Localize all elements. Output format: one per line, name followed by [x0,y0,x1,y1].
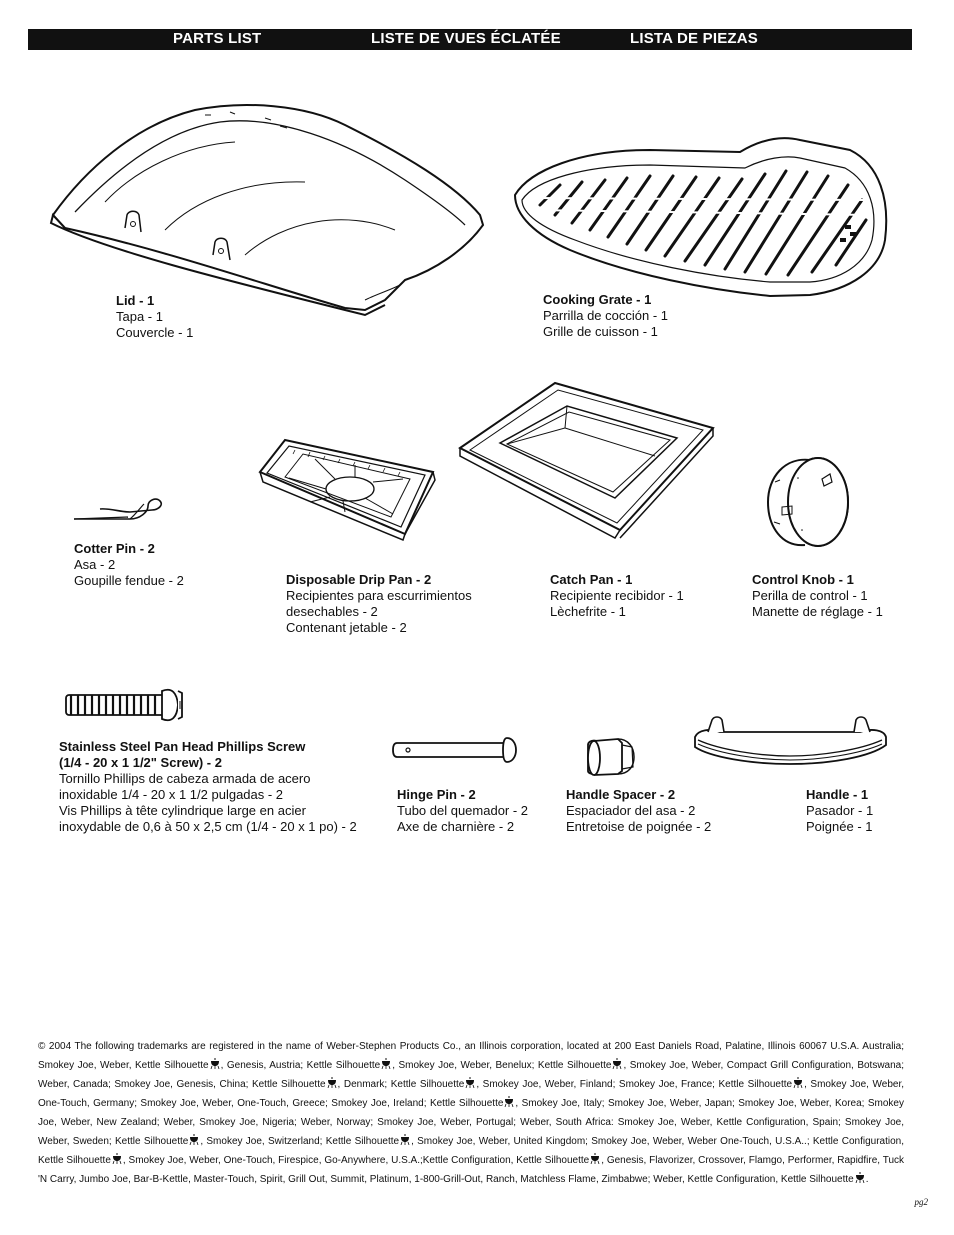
footer-segment: , Smokey Joe, Weber, United Kingdom; Smokey Joe, Weber, Weber One-Touch, U.S.A..; Kettle Configuration, Kettle Silhouette [38,1136,904,1166]
lid-label: Lid - 1 Tapa - 1 Couvercle - 1 [116,293,194,340]
kettle-silhouette-icon [465,1076,475,1087]
handle-illustration [690,712,890,772]
kettle-silhouette-icon [112,1152,122,1163]
cooking-grate-illustration [510,110,895,310]
handle-label: Handle - 1 Pasador - 1 Poignée - 1 [806,787,874,834]
footer-segment: , Smokey Joe, Switzerland; Kettle Silhouette [200,1136,400,1147]
drip-pan-illustration [255,432,440,542]
lid-illustration [45,100,495,330]
kettle-silhouette-icon [381,1057,391,1068]
hinge-pin-label: Hinge Pin - 2 Tubo del quemador - 2 Axe de charnière - 2 [397,787,529,834]
cooking-grate-label: Cooking Grate - 1 Parrilla de cocción - 1 Grille de cuisson - 1 [543,292,668,339]
footer-segment: , Genesis, Austria; Kettle Silhouette [220,1060,381,1071]
screw-label: Stainless Steel Pan Head Phillips Screw (1/4 - 20 x 1 1/2" Screw) - 2 Tornillo Phillips de cabeza armada de acero inoxidable 1/4 - 20 x 1 1/2 pulgadas - 2 Vis Phillips à tête cylindrique large en acier inoxydable de 0,6 à 50 x 2,5 cm (1/4 - 20 x 1 po) - 2 [59,739,357,834]
footer-segment: . [865,1174,869,1185]
kettle-silhouette-icon [612,1057,622,1068]
footer-segment: © 2004 The following trademarks are registered in the name of Weber-Stephen Products Co., an Illinois corporation, located at 200 East Daniels Road, Palatine, Illinois 60067 U.S.A. Australia; Smokey Joe, Weber, Kettle Silhouette [38,1041,904,1071]
footer-segment: , Smokey Joe, Weber, One-Touch, Germany; Smokey Joe, Weber, One-Touch, Greece; Smokey Joe, Ireland; Kettle Silhouette [38,1079,905,1109]
footer-segment: , Smokey Joe, Weber, One-Touch, Firespice, Go-Anywhere, U.S.A.;Kettle Configuration, Kettle Silhouette [122,1155,590,1166]
kettle-silhouette-icon [504,1095,514,1106]
kettle-silhouette-icon [855,1171,865,1182]
cotter-pin-illustration [70,492,170,527]
kettle-silhouette-icon [590,1152,600,1163]
footer-segment: , Smokey Joe, Weber, Finland; Smokey Joe, France; Kettle Silhouette [476,1079,793,1090]
screw-illustration [62,683,187,728]
control-knob-label: Control Knob - 1 Perilla de control - 1 Manette de réglage - 1 [752,572,883,619]
catch-pan-label: Catch Pan - 1 Recipiente recibidor - 1 Lèchefrite - 1 [550,572,684,619]
control-knob-illustration [760,452,855,552]
cotter-pin-label: Cotter Pin - 2 Asa - 2 Goupille fendue - 2 [74,541,184,588]
handle-spacer-illustration [578,733,643,778]
kettle-silhouette-icon [189,1133,199,1144]
page-number: pg2 [914,1197,928,1207]
header-parts-list: PARTS LIST [173,30,262,47]
handle-spacer-label: Handle Spacer - 2 Espaciador del asa - 2 Entretoise de poignée - 2 [566,787,712,834]
kettle-silhouette-icon [793,1076,803,1087]
footer-segment: , Denmark; Kettle Silhouette [337,1079,465,1090]
trademark-footer [38,1037,904,1189]
header-liste: LISTE DE VUES ÉCLATÉE [371,30,561,47]
footer-segment: , Smokey Joe, Weber, Benelux; Kettle Silhouette [392,1060,612,1071]
footer-segment: , Genesis, Flavorizer, Crossover, Flamgo, Performer, Rapidfire, Tuck 'N Carry, Jumbo Joe, Bar-B-Kettle, Master-Touch, Spirit, Grill Out, Summit, Platinum, 1-800-Grill-Out, Ranch, Matchless Flame, Zimbabwe; Weber, Kettle Configuration, Kettle Silhouette [38,1155,905,1185]
catch-pan-illustration [455,378,720,543]
footer-segment: , Smokey Joe, Weber, Compact Grill Configuration, Botswana; Weber, Canada; Smokey Joe, Genesis, China; Kettle Silhouette [38,1060,905,1090]
kettle-silhouette-icon [400,1133,410,1144]
header-lista: LISTA DE PIEZAS [630,30,759,47]
kettle-silhouette-icon [210,1057,220,1068]
kettle-silhouette-icon [327,1076,337,1087]
footer-segment: , Smokey Joe, Italy; Smokey Joe, Weber, Japan; Smokey Joe, Weber, Korea; Smokey Joe, Weber, New Zealand; Weber, Smokey Joe, Nigeria; Weber, Norway; Smokey Joe, Weber, Portugal; Weber, South Africa: Smokey Joe, Weber, Kettle Configuration, Spain; Smokey Joe, Weber, Sweden; Kettle Silhouette [38,1098,904,1147]
hinge-pin-illustration [392,733,522,768]
header-bar [28,29,912,50]
drip-pan-label: Disposable Drip Pan - 2 Recipientes para escurrimientos desechables - 2 Contenant jetable - 2 [286,572,472,635]
